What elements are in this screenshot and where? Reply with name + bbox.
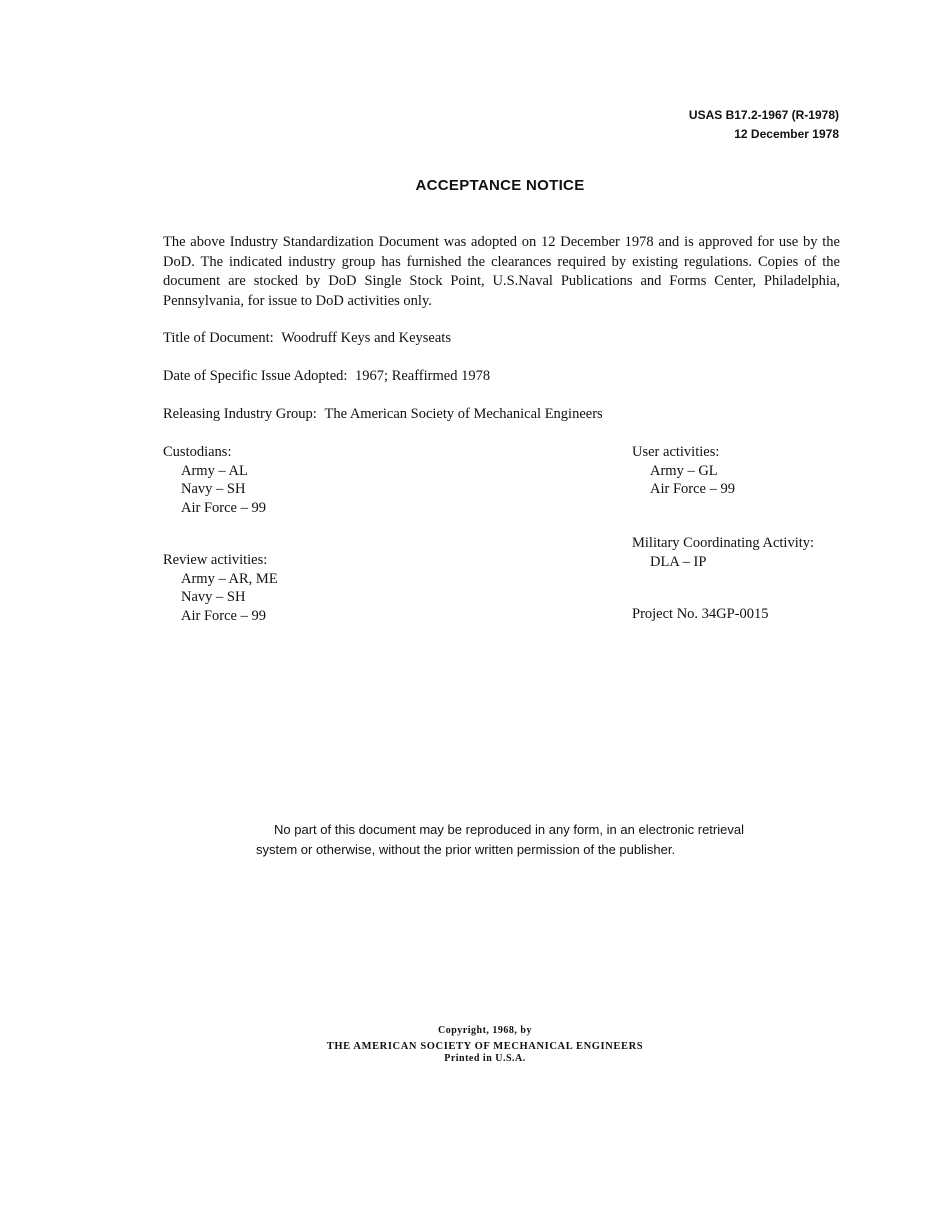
user-activities-heading: User activities: xyxy=(632,444,720,460)
printed-in-line: Printed in U.S.A. xyxy=(444,1053,526,1064)
page-title: ACCEPTANCE NOTICE xyxy=(415,177,585,194)
custodian-item: Navy – SH xyxy=(181,481,246,497)
user-activities-block xyxy=(632,443,735,499)
custodian-item: Army – AL xyxy=(181,462,248,479)
custodians-heading: Custodians: xyxy=(163,444,232,460)
title-of-document-line xyxy=(163,330,451,347)
document-header xyxy=(689,106,839,144)
releasing-group-label: Releasing Industry Group: xyxy=(163,406,317,422)
reproduction-notice: No part of this document may be reproduced in any form, in an electronic retrieval system or otherwise, without the prior written permission of the publisher. xyxy=(256,822,744,857)
header-date: 12 December 1978 xyxy=(734,127,839,141)
military-coordinating-block xyxy=(632,534,814,571)
copyright-footer xyxy=(0,1023,950,1067)
review-activity-item: Air Force – 99 xyxy=(181,607,266,624)
review-activities-block xyxy=(163,551,278,625)
date-adopted-line xyxy=(163,368,490,385)
standard-number: USAS B17.2-1967 (R-1978) xyxy=(688,108,839,122)
releasing-group-value: The American Society of Mechanical Engineers xyxy=(324,406,603,422)
project-number: Project No. 34GP-0015 xyxy=(632,606,769,622)
military-coordinating-item: DLA – IP xyxy=(650,553,707,570)
military-coordinating-heading: Military Coordinating Activity: xyxy=(632,535,815,551)
date-adopted-label: Date of Specific Issue Adopted: xyxy=(163,368,348,384)
title-of-document-label: Title of Document: xyxy=(163,330,274,346)
copyright-line: Copyright, 1968, by xyxy=(438,1025,532,1036)
review-activity-item: Navy – SH xyxy=(181,589,246,605)
user-activity-item: Air Force – 99 xyxy=(650,481,735,497)
date-adopted-value: 1967; Reaffirmed 1978 xyxy=(355,368,491,384)
review-activity-item: Army – AR, ME xyxy=(181,570,278,587)
review-activities-heading: Review activities: xyxy=(163,552,268,568)
acceptance-paragraph: The above Industry Standardization Document was adopted on 12 December 1978 and is approved for use by the DoD. The indicated industry group has furnished the clearances required by existing regulations. Copies of the document are stocked by DoD Single Stock Point, U.S.Naval Publications and Forms Center, Philadelphia, Pennsylvania, for issue to DoD activities only. xyxy=(163,234,840,309)
custodians-block xyxy=(163,443,266,517)
title-of-document-value: Woodruff Keys and Keyseats xyxy=(281,330,451,346)
user-activity-item: Army – GL xyxy=(650,462,718,479)
publisher-name: THE AMERICAN SOCIETY OF MECHANICAL ENGINEERS xyxy=(326,1041,644,1052)
releasing-group-line xyxy=(163,406,603,423)
custodian-item: Air Force – 99 xyxy=(181,499,266,516)
